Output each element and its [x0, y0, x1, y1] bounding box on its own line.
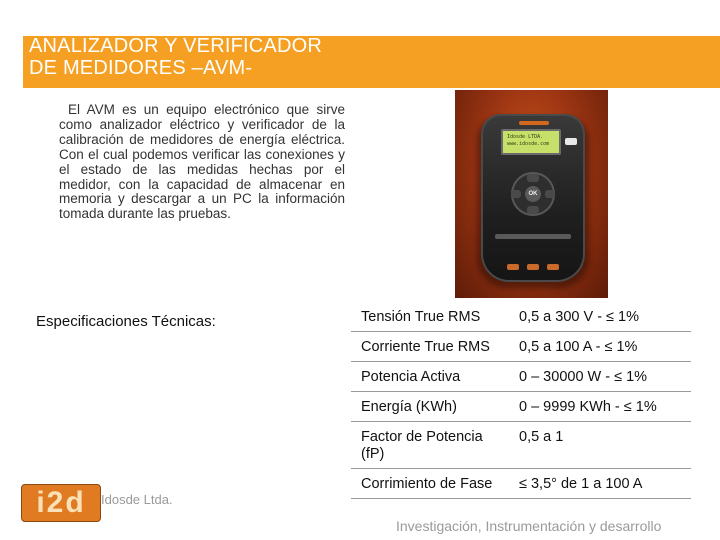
device-port-left: [507, 264, 519, 270]
device-keypad: [511, 172, 555, 216]
device-screen-line1: Idosde LTDA.: [507, 134, 544, 140]
device-side-button: [565, 138, 577, 145]
spec-parameter: Tensión True RMS: [351, 302, 509, 332]
device-key-down: [527, 206, 539, 214]
spec-row: [351, 469, 691, 499]
spec-parameter: Factor de Potencia (fP): [351, 422, 509, 469]
device-screen-line2: www.idosde.com: [507, 141, 550, 147]
spec-value: 0 – 9999 KWh - ≤ 1%: [509, 392, 691, 422]
device-ok-button: OK: [525, 186, 541, 202]
logo-text: i2d: [36, 486, 86, 519]
device-port-center: [527, 264, 539, 270]
spec-parameter: Corrimiento de Fase: [351, 469, 509, 499]
device-screen: [501, 129, 561, 155]
spec-row: [351, 332, 691, 362]
company-name: Idosde Ltda.: [101, 492, 173, 507]
device-body: [481, 114, 585, 282]
spec-value: 0 – 30000 W - ≤ 1%: [509, 362, 691, 392]
slide-title: ANALIZADOR Y VERIFICADOR DE MEDIDORES –AVM-: [29, 35, 323, 79]
spec-row: [351, 392, 691, 422]
intro-paragraph: El AVM es un equipo electrónico que sirve como analizador eléctrico y verificador de la calibración de medidores de energía eléctrica. Con el cual podemos verificar las conexiones y el estado de las medidas hechas por el medidor, con la capacidad de almacenar en memoria y descargar a un PC la información tomada durante las pruebas.: [59, 102, 345, 222]
spec-value: 0,5 a 300 V - ≤ 1%: [509, 302, 691, 332]
avm-device-photo: [455, 90, 608, 298]
spec-parameter: Potencia Activa: [351, 362, 509, 392]
spec-row: [351, 362, 691, 392]
device-key-left: [511, 190, 521, 198]
spec-table: [351, 302, 691, 499]
company-logo: [21, 484, 101, 522]
spec-heading: Especificaciones Técnicas:: [36, 313, 216, 330]
spec-row: [351, 302, 691, 332]
footer-tagline: Investigación, Instrumentación y desarrollo: [396, 518, 662, 534]
device-key-right: [545, 190, 555, 198]
device-key-up: [527, 174, 539, 182]
spec-parameter: Energía (KWh): [351, 392, 509, 422]
device-port-right: [547, 264, 559, 270]
spec-parameter: Corriente True RMS: [351, 332, 509, 362]
spec-value: 0,5 a 100 A - ≤ 1%: [509, 332, 691, 362]
device-logo: [519, 121, 549, 125]
spec-row: [351, 422, 691, 469]
spec-value: 0,5 a 1: [509, 422, 691, 469]
spec-value: ≤ 3,5° de 1 a 100 A: [509, 469, 691, 499]
device-label-strip: [495, 234, 571, 239]
